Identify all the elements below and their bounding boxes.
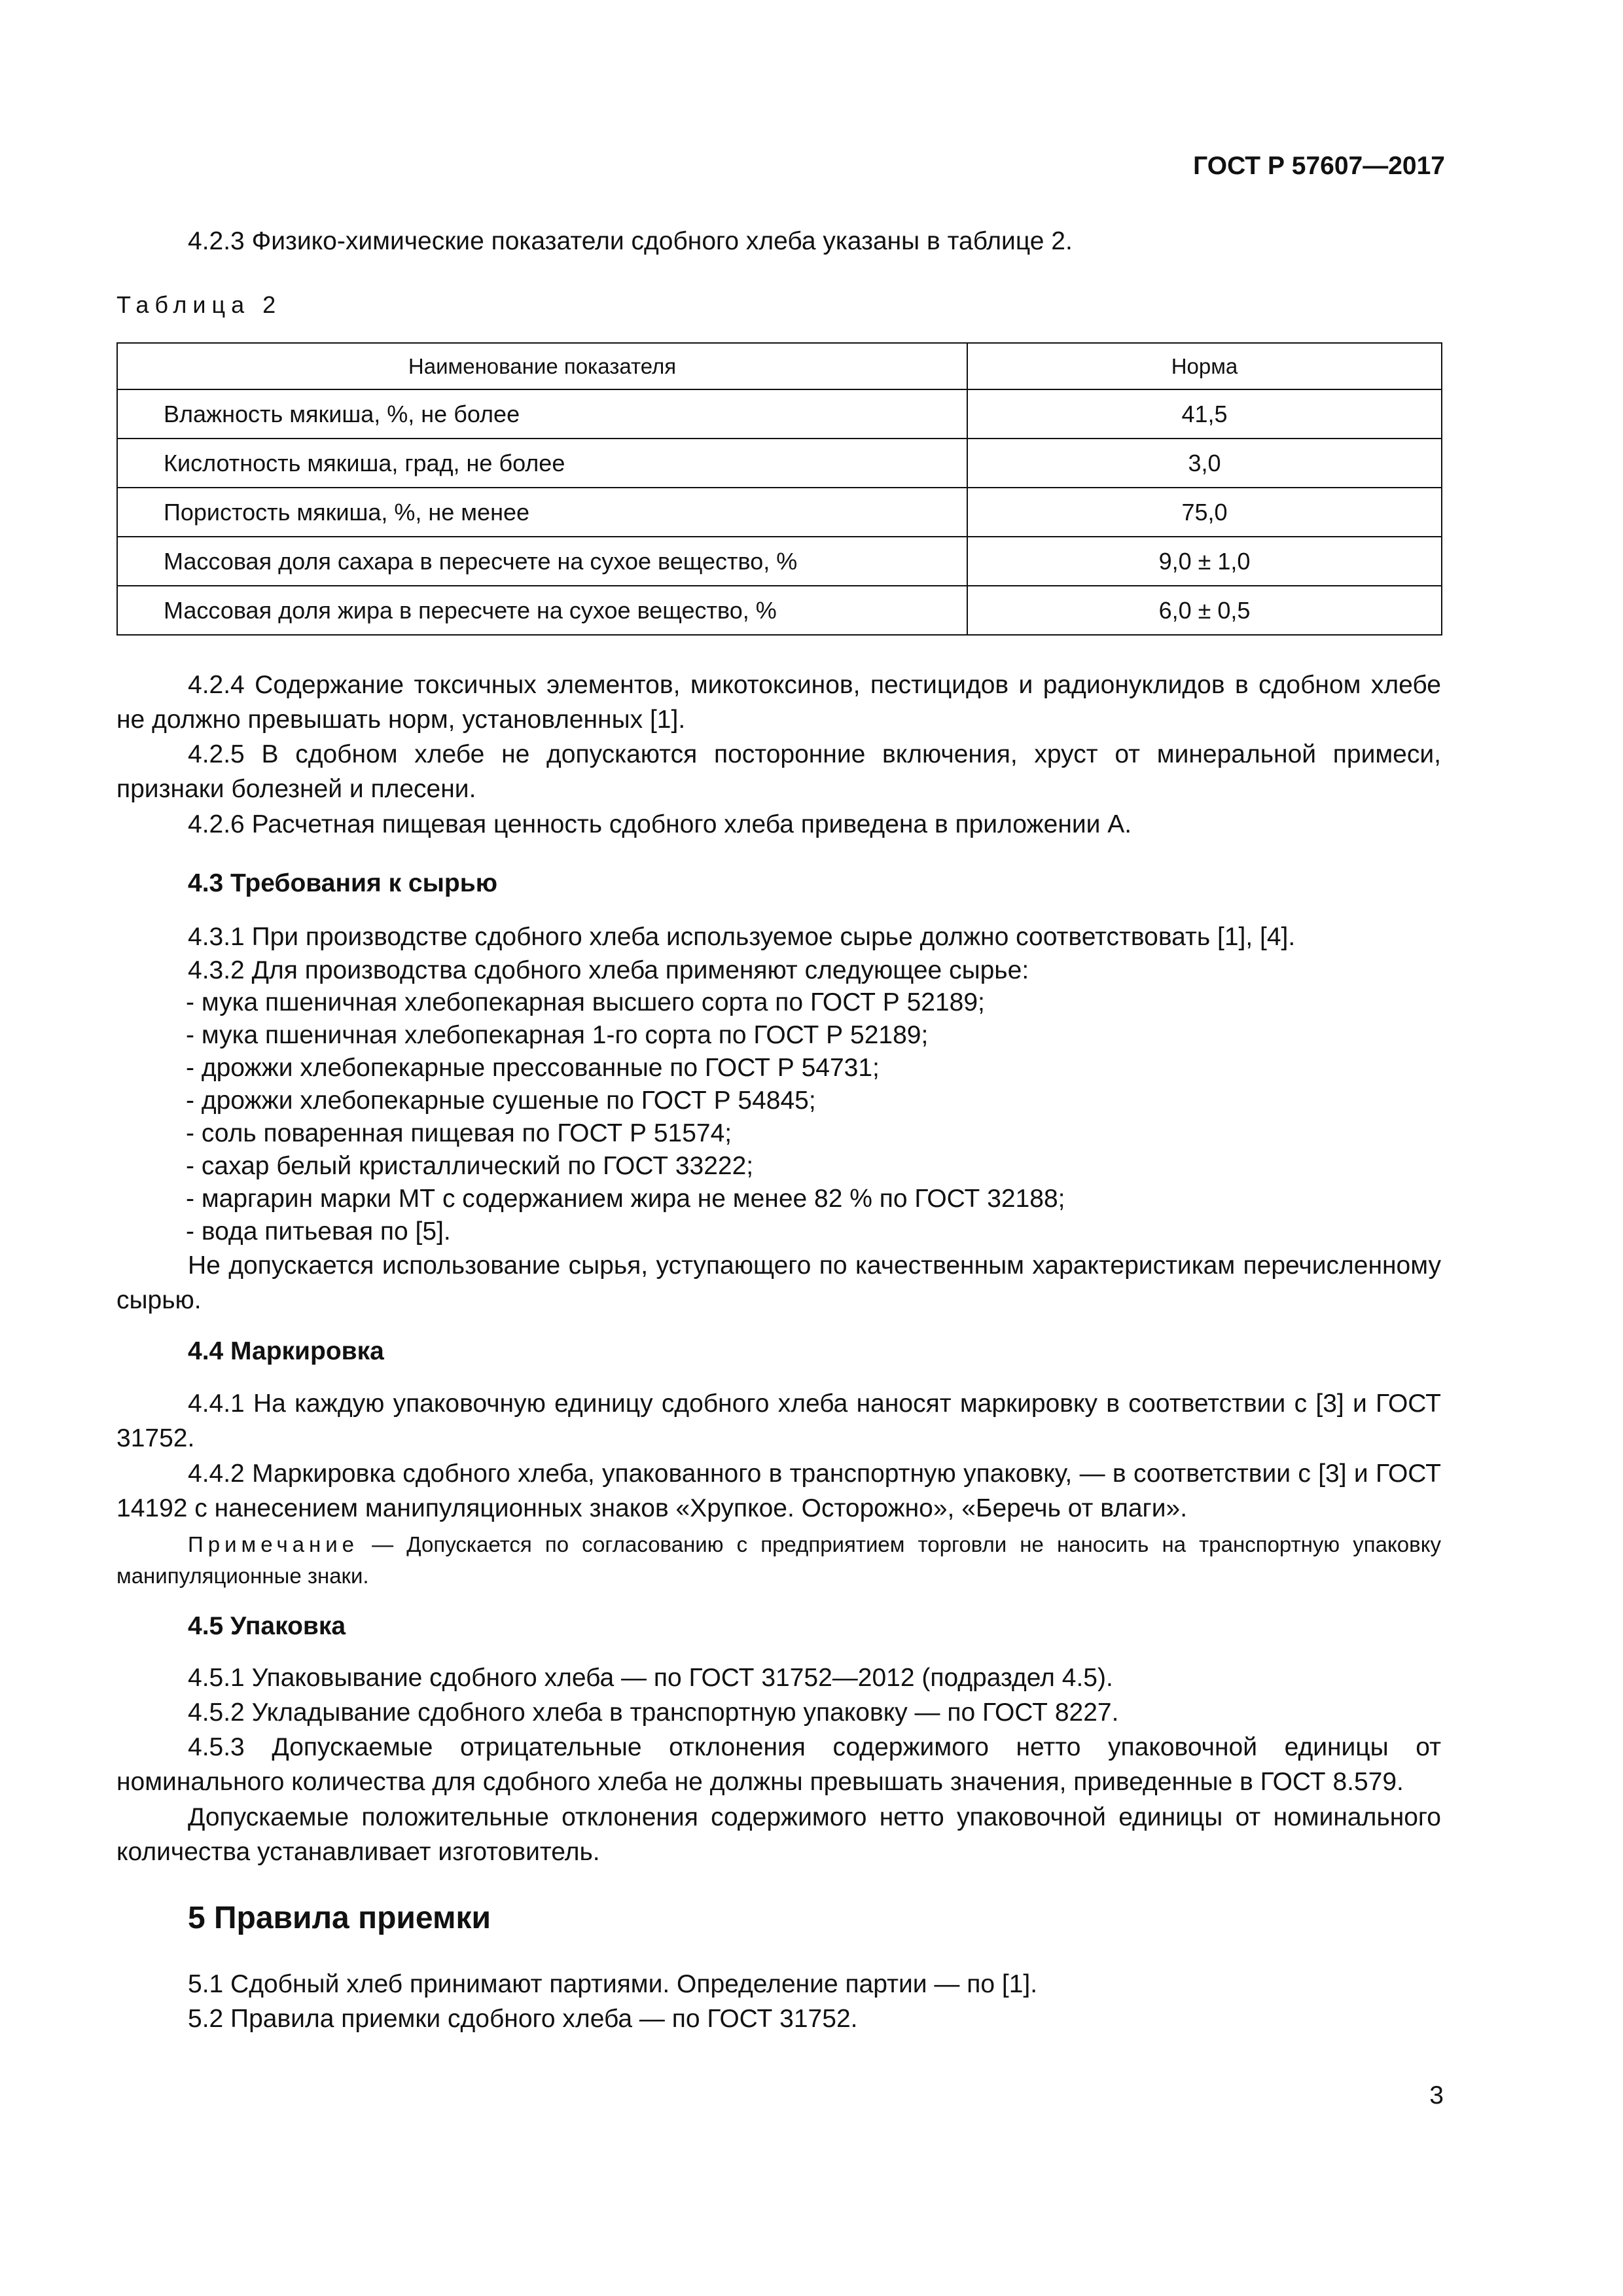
paragraph-4-3-2: 4.3.2 Для производства сдобного хлеба применяют следующее сырье: — [188, 956, 1029, 984]
table-cell-name: Кислотность мякиша, град, не более — [117, 439, 967, 488]
list-item: - мука пшеничная хлебопекарная высшего сорта по ГОСТ Р 52189; — [186, 988, 985, 1016]
table-caption: Таблица 2 — [116, 291, 282, 318]
paragraph-4-4-1: 4.4.1 На каждую упаковочную единицу сдобного хлеба наносят маркировку в соответствии с [3] и ГОСТ 31752. — [116, 1390, 1441, 1452]
list-item: - вода питьевая по [5]. — [186, 1217, 451, 1246]
paragraph-4-3-1: 4.3.1 При производстве сдобного хлеба используемое сырье должно соответствовать [1], [4]. — [188, 923, 1296, 951]
table-cell-name: Массовая доля сахара в пересчете на сухое вещество, % — [117, 537, 967, 586]
list-item: - маргарин марки МТ с содержанием жира не менее 82 % по ГОСТ 32188; — [186, 1185, 1065, 1213]
table-cell-name: Массовая доля жира в пересчете на сухое вещество, % — [117, 586, 967, 635]
table-cell-value: 9,0 ± 1,0 — [967, 537, 1442, 586]
list-item: - мука пшеничная хлебопекарная 1-го сорта по ГОСТ Р 52189; — [186, 1021, 929, 1049]
table-row — [117, 488, 1442, 537]
paragraph-4-3-closing: Не допускается использование сырья, уступающего по качественным характеристикам перечисленному сырью. — [116, 1251, 1441, 1314]
paragraph-4-5-4: Допускаемые положительные отклонения содержимого нетто упаковочной единицы от номинального количества устанавливает изготовитель. — [116, 1803, 1441, 1866]
table-cell-name: Пористость мякиша, %, не менее — [117, 488, 967, 537]
page-number: 3 — [1429, 2081, 1444, 2109]
list-item: - дрожжи хлебопекарные прессованные по ГОСТ Р 54731; — [186, 1054, 880, 1082]
paragraph-4-5-1: 4.5.1 Упаковывание сдобного хлеба — по ГОСТ 31752—2012 (подраздел 4.5). — [188, 1664, 1113, 1692]
paragraph-5-2: 5.2 Правила приемки сдобного хлеба — по ГОСТ 31752. — [188, 2005, 858, 2033]
paragraph-4-4-2: 4.4.2 Маркировка сдобного хлеба, упакованного в транспортную упаковку, — в соответствии с [3] и ГОСТ 14192 с нанесением манипуляционных знаков «Хрупкое. Осторожно», «Беречь от влаги». — [116, 1460, 1441, 1522]
section-4-5-heading: 4.5 Упаковка — [188, 1612, 346, 1640]
section-5-heading: 5 Правила приемки — [188, 1901, 491, 1935]
list-item: - дрожжи хлебопекарные сушеные по ГОСТ Р 54845; — [186, 1086, 816, 1115]
table-row — [117, 586, 1442, 635]
list-item: - сахар белый кристаллический по ГОСТ 33222; — [186, 1152, 754, 1180]
table-header-cell: Норма — [967, 343, 1442, 389]
table-2 — [116, 342, 1442, 636]
paragraph-4-5-2: 4.5.2 Укладывание сдобного хлеба в транспортную упаковку — по ГОСТ 8227. — [188, 1698, 1119, 1727]
table-cell-name: Влажность мякиша, %, не более — [117, 389, 967, 439]
table-header-row — [117, 343, 1442, 389]
paragraph-4-2-3: 4.2.3 Физико-химические показатели сдобного хлеба указаны в таблице 2. — [188, 227, 1073, 255]
table-row — [117, 439, 1442, 488]
note-label: Примечание — [188, 1532, 359, 1556]
paragraph-5-1: 5.1 Сдобный хлеб принимают партиями. Определение партии — по [1]. — [188, 1970, 1038, 1998]
doc-code-header: ГОСТ Р 57607—2017 — [1193, 152, 1445, 180]
table-row — [117, 537, 1442, 586]
table-header-cell: Наименование показателя — [117, 343, 967, 389]
table-cell-value: 6,0 ± 0,5 — [967, 586, 1442, 635]
note — [116, 1529, 1441, 1592]
paragraph-4-2-5: 4.2.5 В сдобном хлебе не допускаются посторонние включения, хруст от минеральной примеси, признаки болезней и плесени. — [116, 740, 1441, 803]
note-text: — Допускается по согласованию с предприятием торговли не наносить на транспортную упаковку манипуляционные знаки. — [116, 1532, 1441, 1588]
table-cell-value: 41,5 — [967, 389, 1442, 439]
list-item: - соль поваренная пищевая по ГОСТ Р 51574; — [186, 1119, 732, 1147]
section-4-3-heading: 4.3 Требования к сырью — [188, 869, 498, 897]
paragraph-4-2-6: 4.2.6 Расчетная пищевая ценность сдобного хлеба приведена в приложении А. — [188, 810, 1132, 838]
table-cell-value: 3,0 — [967, 439, 1442, 488]
paragraph-4-5-3: 4.5.3 Допускаемые отрицательные отклонения содержимого нетто упаковочной единицы от номинального количества для сдобного хлеба не должны превышать значения, приведенные в ГОСТ 8.579. — [116, 1733, 1441, 1796]
section-4-4-heading: 4.4 Маркировка — [188, 1337, 384, 1365]
table-row — [117, 389, 1442, 439]
paragraph-4-2-4: 4.2.4 Содержание токсичных элементов, микотоксинов, пестицидов и радионуклидов в сдобном хлебе не должно превышать норм, установленных [1]. — [116, 671, 1441, 734]
table-cell-value: 75,0 — [967, 488, 1442, 537]
